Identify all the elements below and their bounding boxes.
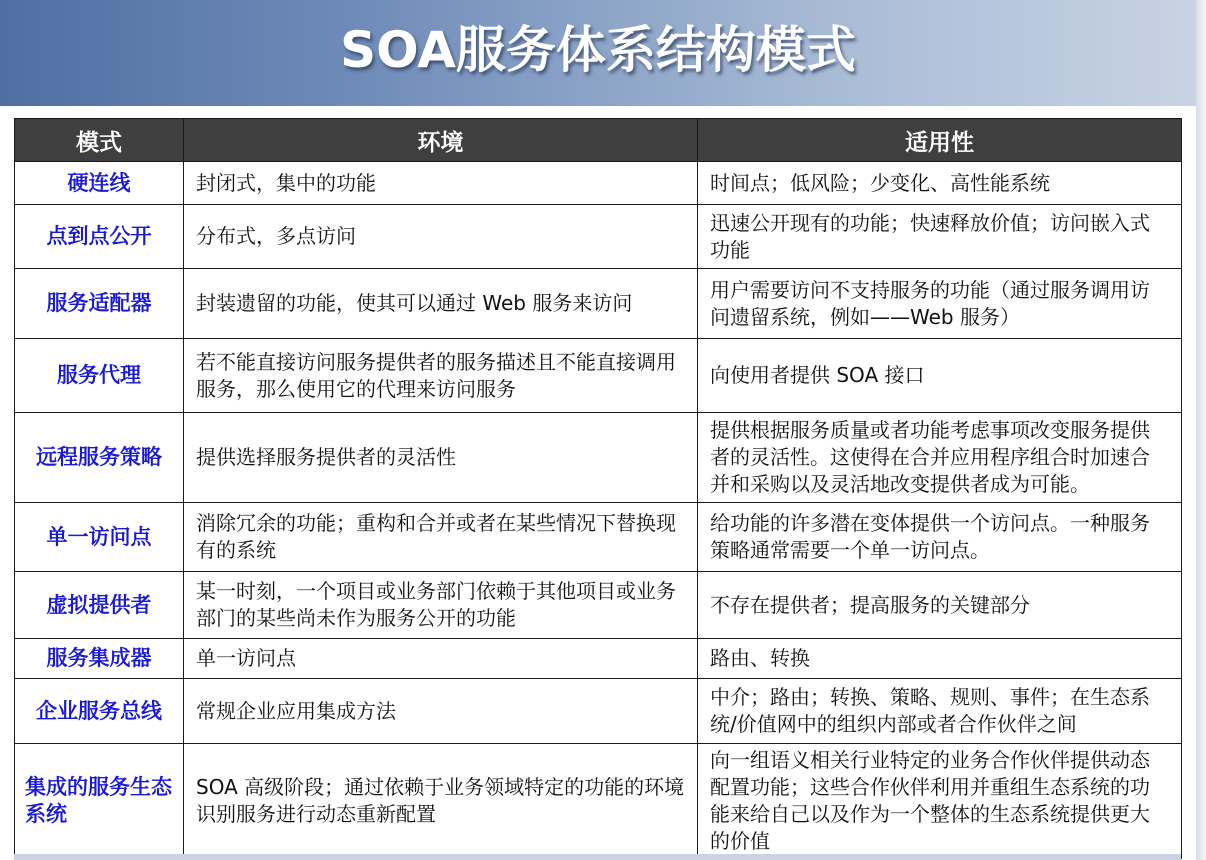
table-row <box>15 639 1182 679</box>
mode-cell: 点到点公开 <box>15 205 184 269</box>
mode-cell: 硬连线 <box>15 162 184 205</box>
environment-cell: 封闭式，集中的功能 <box>184 162 698 205</box>
environment-cell: 消除冗余的功能；重构和合并或者在某些情况下替换现有的系统 <box>184 503 698 572</box>
table-row <box>15 572 1182 639</box>
mode-cell: 服务适配器 <box>15 269 184 339</box>
environment-cell: 分布式，多点访问 <box>184 205 698 269</box>
footer-strip <box>14 854 1181 860</box>
table-header-row <box>15 119 1182 162</box>
table-row <box>15 339 1182 413</box>
mode-cell: 远程服务策略 <box>15 413 184 503</box>
mode-cell: 服务代理 <box>15 339 184 413</box>
applicability-cell: 向一组语义相关行业特定的业务合作伙伴提供动态配置功能；这些合作伙伴利用并重组生态系统的功能来给自己以及作为一个整体的生态系统提供更大的价值 <box>698 744 1182 859</box>
mode-cell: 企业服务总线 <box>15 679 184 744</box>
environment-cell: 封装遗留的功能，使其可以通过 Web 服务来访问 <box>184 269 698 339</box>
table-row <box>15 205 1182 269</box>
mode-cell: 虚拟提供者 <box>15 572 184 639</box>
soa-patterns-table <box>14 118 1182 859</box>
environment-cell: SOA 高级阶段；通过依赖于业务领域特定的功能的环境识别服务进行动态重新配置 <box>184 744 698 859</box>
table-row <box>15 269 1182 339</box>
applicability-cell: 给功能的许多潜在变体提供一个访问点。一种服务策略通常需要一个单一访问点。 <box>698 503 1182 572</box>
table-row <box>15 679 1182 744</box>
applicability-cell: 中介；路由；转换、策略、规则、事件；在生态系统/价值网中的组织内部或者合作伙伴之间 <box>698 679 1182 744</box>
environment-cell: 某一时刻，一个项目或业务部门依赖于其他项目或业务部门的某些尚未作为服务公开的功能 <box>184 572 698 639</box>
applicability-cell: 时间点；低风险；少变化、高性能系统 <box>698 162 1182 205</box>
applicability-cell: 路由、转换 <box>698 639 1182 679</box>
applicability-cell: 迅速公开现有的功能；快速释放价值；访问嵌入式功能 <box>698 205 1182 269</box>
applicability-cell: 用户需要访问不支持服务的功能（通过服务调用访问遗留系统，例如——Web 服务） <box>698 269 1182 339</box>
environment-cell: 常规企业应用集成方法 <box>184 679 698 744</box>
table-row <box>15 413 1182 503</box>
slide-edge-shadow <box>1196 0 1206 860</box>
table-row <box>15 744 1182 859</box>
environment-cell: 若不能直接访问服务提供者的服务描述且不能直接调用服务，那么使用它的代理来访问服务 <box>184 339 698 413</box>
mode-cell: 服务集成器 <box>15 639 184 679</box>
table-row <box>15 503 1182 572</box>
table-row <box>15 162 1182 205</box>
applicability-cell: 不存在提供者；提高服务的关键部分 <box>698 572 1182 639</box>
page-title: SOA服务体系结构模式 <box>340 21 856 79</box>
column-header-mode: 模式 <box>15 119 184 162</box>
column-header-applicability: 适用性 <box>698 119 1182 162</box>
environment-cell: 提供选择服务提供者的灵活性 <box>184 413 698 503</box>
applicability-cell: 向使用者提供 SOA 接口 <box>698 339 1182 413</box>
column-header-environment: 环境 <box>184 119 698 162</box>
environment-cell: 单一访问点 <box>184 639 698 679</box>
mode-cell: 集成的服务生态系统 <box>15 744 184 859</box>
mode-cell: 单一访问点 <box>15 503 184 572</box>
applicability-cell: 提供根据服务质量或者功能考虑事项改变服务提供者的灵活性。这使得在合并应用程序组合时加速合并和采购以及灵活地改变提供者成为可能。 <box>698 413 1182 503</box>
